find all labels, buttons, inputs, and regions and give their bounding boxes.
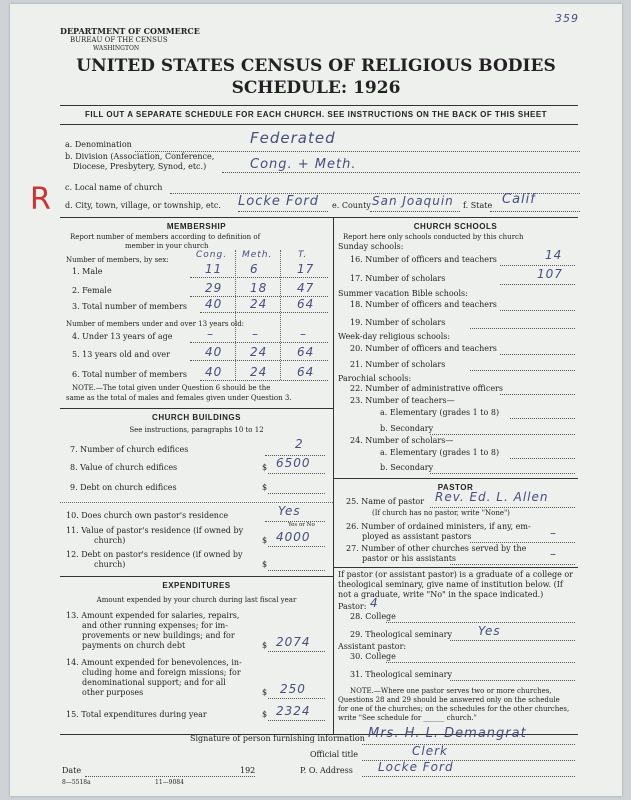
q25-label: 25. Name of pastor [346, 497, 425, 506]
schedule-title: SCHEDULE: 1926 [231, 78, 401, 98]
division-label-1: b. Division (Association, Conference, [65, 152, 215, 161]
membership-col-head-meth: Meth. [242, 250, 273, 260]
q10-label: 10. Does church own pastor's residence [66, 511, 229, 520]
date-label: Date [62, 766, 82, 775]
membership-intro-2: member in your church [125, 242, 209, 250]
margin-check-mark: R [30, 182, 52, 217]
membership-intro-1: Report number of members according to definition of [70, 233, 261, 241]
q25-value: Rev. Ed. L. Allen [435, 490, 549, 504]
q11-label-1: 11. Value of pastor's residence (if owned by [66, 526, 244, 535]
signature-label: Signature of person furnishing information [190, 734, 365, 743]
q8-label: 8. Value of church edifices [70, 463, 178, 472]
census-schedule-sheet: 359 DEPARTMENT OF COMMERCE BUREAU OF THE CENSUS WASHINGTON UNITED STATES CENSUS OF RELIGIOUS BODIES SCHEDULE: 1926 FILL OUT A SEPARATE SCHEDULE FOR EACH CHURCH. SEE INSTRUCTIONS ON THE BACK OF THIS SHEET a. Denomination Federated b. Division (Association, Conference, Diocese, Presbytery, Synod, etc.) Cong. + Meth. R c. Local name of church d. City, town, village, or township, etc. Locke Ford e. County San Joaquin f. State Calif MEMBERSHIP Report number of members according to definition of member in your church Cong. Meth. T. Number of members, by sex: 1. Male 11 6 17 2. Female 29 18 47 3. Total number of members 40 24 64 Number of members under and over 13 years old: 4. Under 13 years of age – – – 5. 13 years old and over 40 24 64 6. Total number of members 40 24 64 NOTE.—The total given under Question 6 should be the same as the total of males and females given under Question 3. CHURCH BUILDINGS See instructions, paragraphs 10 to 12 7. Number of church edifices 2 8. Value of church edifices $ 6500 9. Debt on church edifices $ 10. Does church own pastor's residence Yes Yes or No 11. Value of pastor's residence (if owned by church) $ 4000 12. Debt on pastor's residence (if owned by church) $ EXPENDITURES Amount expended by your church during last fiscal year 13. Amount expended for salaries, repairs, and other running expenses; for im- provements or new buildings; and for payments on church debt $ 2074 14. Amount expended for benevolences, in- cluding home and foreign missions; for denominational support; and for all other purposes $ 250 15. Total expenditures during year $ 2324 CHURCH SCHOOLS Report here only schools conducted by this church Sunday schools: 16. Number of officers and teachers 14 17. Number of scholars 107 Summer vacation Bible schools: 18. Number of officers and teachers 19. Number of scholars Week-day religious schools: 20. Number of officers and teachers 21. Number of scholars Parochial schools: 22. Number of administrative officers 23. Number of teachers— a. Elementary (grades 1 to 8) b. Secondary 24. Number of scholars— a. Elementary (grades 1 to 8) b. Secondary PASTOR 25. Name of pastor Rev. Ed. L. Allen (If church has no pastor, write "None") 26. Number of ordained ministers, if any, em- ployed as assistant pastors – 27. Number of other churches served by the pastor or his assistants – If pastor (or assistant pastor) is a graduate of a college or theological seminary, give name of institution below. (If not a graduate, write "No" in the space indicated.) Pastor: 4 28. College 29. Theological seminary Yes Assistant pastor: 30. College 31. Theological seminary NOTE.—Where one pastor serves two or more churches, Questions 28 and 29 should be answered only on the schedule for one of the churches; on the schedules for the other churches, write "See schedule for ______ church." Signature of person furnishing information Mrs. H. L. Demangrat Official title Clerk Date 192 P. O. Address Locke Ford 8—5518a 11—9084 [10, 4, 622, 796]
division-label-2: Diocese, Presbytery, Synod, etc.) [73, 162, 207, 171]
membership-note-1: NOTE.—The total given under Question 6 should be the [72, 384, 271, 392]
dept-name: DEPARTMENT OF COMMERCE [60, 26, 200, 36]
q7-label: 7. Number of church edifices [70, 445, 189, 454]
county-value: San Joaquin [372, 194, 454, 208]
q8-value: 6500 [276, 456, 311, 470]
q17-value: 107 [537, 267, 563, 281]
official-title-label: Official title [310, 750, 358, 759]
pastor-heading: PASTOR [437, 483, 474, 492]
under-over-label: Number of members under and over 13 years old: [66, 320, 245, 328]
signature-value: Mrs. H. L. Demangrat [368, 726, 527, 741]
q12-label-1: 12. Debt on pastor's residence (if owned by [66, 550, 243, 559]
membership-col-head-cong: Cong. [196, 250, 228, 260]
schools-heading: CHURCH SCHOOLS [413, 222, 498, 231]
q10-hint: Yes or No [288, 522, 315, 528]
city-label: d. City, town, village, or township, etc. [65, 201, 221, 210]
q16-value: 14 [545, 248, 563, 262]
buildings-subheading: See instructions, paragraphs 10 to 12 [129, 426, 264, 434]
q10-value: Yes [278, 504, 301, 518]
print-code-1: 8—5518a [62, 779, 91, 786]
expenditures-subheading: Amount expended by your church during last fiscal year [96, 596, 297, 604]
q29-value: Yes [478, 624, 501, 638]
local-name-label: c. Local name of church [65, 183, 163, 192]
q15-label: 15. Total expenditures during year [66, 710, 207, 719]
county-label: e. County [332, 201, 371, 210]
expenditures-heading: EXPENDITURES [162, 581, 231, 590]
denomination-value: Federated [250, 129, 336, 147]
corner-number: 359 [555, 12, 579, 25]
q7-value: 2 [295, 437, 304, 451]
bureau-name: BUREAU OF THE CENSUS [70, 36, 168, 44]
division-value: Cong. + Meth. [250, 157, 357, 172]
print-code-2: 11—9084 [155, 779, 184, 786]
pastor-check-mark: 4 [370, 596, 379, 610]
date-year: 192 [240, 766, 256, 775]
po-address-value: Locke Ford [378, 760, 454, 774]
members-by-sex-label: Number of members, by sex: [66, 256, 169, 264]
membership-note-2: same as the total of males and females given under Question 3. [66, 394, 292, 402]
bureau-city: WASHINGTON [93, 45, 140, 52]
q14-value: 250 [280, 682, 306, 696]
q11-label-2: church) [94, 536, 126, 545]
membership-heading: MEMBERSHIP [166, 222, 227, 231]
q13-value: 2074 [276, 635, 311, 649]
q12-label-2: church) [94, 560, 126, 569]
q9-label: 9. Debt on church edifices [70, 483, 177, 492]
schools-subheading: Report here only schools conducted by this church [343, 233, 524, 241]
official-title-value: Clerk [412, 744, 448, 758]
buildings-heading: CHURCH BUILDINGS [152, 413, 241, 422]
membership-col-head-total: T. [298, 250, 308, 260]
po-address-label: P. O. Address [300, 766, 353, 775]
q15-value: 2324 [276, 704, 311, 718]
fill-instruction: FILL OUT A SEPARATE SCHEDULE FOR EACH CHURCH. SEE INSTRUCTIONS ON THE BACK OF THIS SHEET [84, 110, 548, 119]
city-value: Locke Ford [238, 194, 320, 209]
page-title: UNITED STATES CENSUS OF RELIGIOUS BODIES [76, 56, 556, 76]
state-label: f. State [463, 201, 493, 210]
state-value: Calif [502, 192, 536, 207]
q11-value: 4000 [276, 530, 311, 544]
denomination-label: a. Denomination [65, 140, 132, 149]
